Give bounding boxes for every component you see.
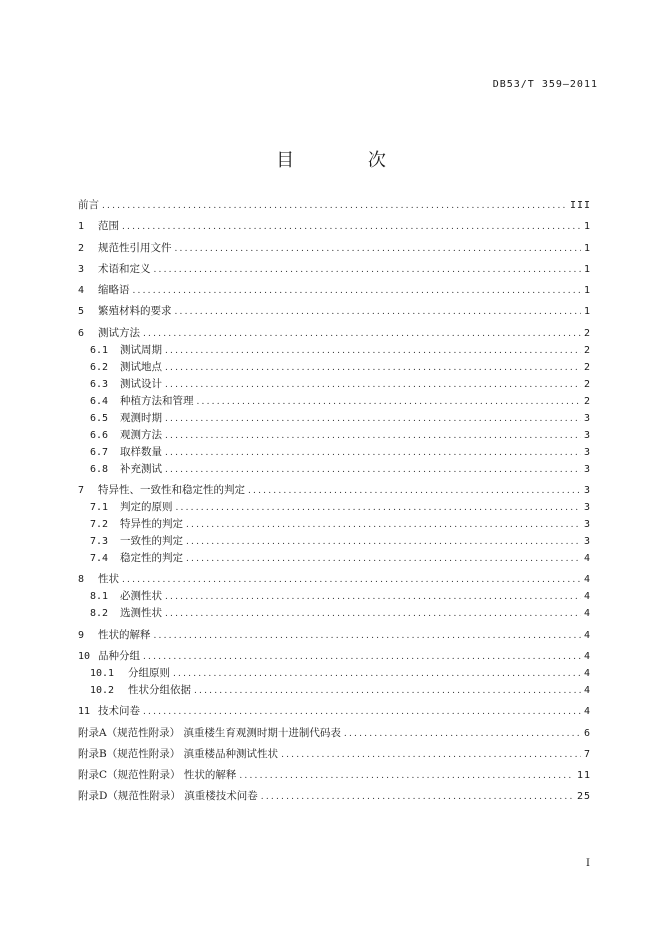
toc-entry-label: 分组原则 — [128, 666, 170, 679]
toc-entry-label: 品种分组 — [98, 649, 140, 662]
toc-entry-number: 6 — [78, 327, 85, 339]
toc-leader-dots — [154, 628, 581, 645]
toc-entry-label: 附录D（规范性附录） 滇重楼技术问卷 — [78, 790, 258, 803]
toc-entry-page: 1 — [583, 306, 591, 318]
toc-entry-number: 8.1 — [90, 591, 109, 603]
toc-leader-dots — [165, 462, 581, 479]
toc-entry[interactable] — [78, 393, 591, 410]
table-of-contents — [78, 197, 591, 805]
toc-entry-label: 附录C（规范性附录） 性状的解释 — [78, 769, 237, 782]
toc-entry-number: 10 — [78, 650, 91, 662]
toc-entry-label: 附录A（规范性附录） 滇重楼生育观测时期十进制代码表 — [78, 726, 341, 739]
toc-entry-label: 观测方法 — [120, 428, 162, 441]
toc-leader-dots — [175, 304, 581, 321]
toc-entry-page: 2 — [583, 378, 591, 390]
toc-entry-label: 测试方法 — [98, 326, 140, 339]
toc-leader-dots — [175, 241, 581, 258]
toc-entry-number: 1 — [78, 221, 85, 233]
toc-entry-number: 10.2 — [90, 684, 115, 696]
toc-entry[interactable] — [78, 197, 591, 214]
toc-entry-page: 4 — [583, 574, 591, 586]
toc-entry[interactable] — [78, 461, 591, 478]
toc-entry-page: 4 — [583, 667, 591, 679]
toc-entry-number: 7.4 — [90, 553, 109, 565]
toc-entry-number: 6.7 — [90, 446, 109, 458]
toc-entry-page: 4 — [583, 608, 591, 620]
toc-leader-dots — [194, 683, 581, 700]
toc-leader-dots — [165, 360, 581, 377]
toc-entry-number: 3 — [78, 263, 85, 275]
toc-entry-page: 1 — [583, 221, 591, 233]
toc-entry[interactable] — [78, 427, 591, 444]
toc-entry[interactable] — [78, 499, 591, 516]
toc-entry-page: 4 — [583, 650, 591, 662]
toc-entry-number: 9 — [78, 629, 85, 641]
toc-entry[interactable] — [78, 703, 591, 720]
toc-leader-dots — [239, 768, 574, 785]
toc-entry[interactable] — [78, 767, 591, 784]
toc-entry-page: 3 — [583, 446, 591, 458]
toc-entry-label: 性状分组依据 — [128, 683, 191, 696]
toc-entry[interactable] — [78, 282, 591, 299]
toc-entry-number: 6.5 — [90, 412, 109, 424]
toc-leader-dots — [176, 500, 581, 517]
toc-leader-dots — [165, 377, 581, 394]
toc-leader-dots — [186, 551, 581, 568]
toc-leader-dots — [165, 445, 581, 462]
toc-entry-page: 4 — [583, 629, 591, 641]
toc-entry-number: 11 — [78, 706, 91, 718]
toc-entry-label: 选测性状 — [120, 607, 162, 620]
toc-entry-number: 7 — [78, 485, 85, 497]
toc-entry-label: 技术问卷 — [98, 705, 140, 718]
toc-leader-dots — [122, 572, 581, 589]
toc-entry[interactable] — [78, 218, 591, 235]
toc-entry-page: 11 — [576, 770, 591, 782]
toc-entry-number: 7.3 — [90, 536, 109, 548]
toc-entry-page: 2 — [583, 344, 591, 356]
toc-entry-page: 4 — [583, 684, 591, 696]
toc-entry-page: 1 — [583, 242, 591, 254]
toc-leader-dots — [344, 726, 581, 743]
toc-entry[interactable] — [78, 605, 591, 622]
toc-entry-page: 3 — [583, 412, 591, 424]
toc-leader-dots — [165, 606, 581, 623]
toc-entry-number: 6.2 — [90, 361, 109, 373]
toc-leader-dots — [143, 704, 581, 721]
toc-entry-label: 一致性的判定 — [120, 535, 183, 548]
toc-entry-page: 3 — [583, 519, 591, 531]
toc-entry-page: 4 — [583, 706, 591, 718]
toc-entry[interactable] — [78, 359, 591, 376]
toc-entry-label: 必测性状 — [120, 590, 162, 603]
toc-entry-label: 附录B（规范性附录） 滇重楼品种测试性状 — [78, 747, 279, 760]
page-title: 目 次 — [276, 150, 420, 171]
toc-leader-dots — [143, 326, 581, 343]
toc-entry-label: 前言 — [78, 199, 99, 211]
toc-entry-label: 繁殖材料的要求 — [98, 305, 172, 318]
toc-entry[interactable] — [78, 725, 591, 742]
toc-entry-label: 范围 — [98, 220, 119, 233]
toc-leader-dots — [154, 262, 581, 279]
toc-entry-label: 取样数量 — [120, 445, 162, 458]
toc-entry-label: 特异性、一致性和稳定性的判定 — [98, 484, 245, 497]
toc-entry[interactable] — [78, 648, 591, 665]
toc-entry-page: 4 — [583, 591, 591, 603]
toc-entry[interactable] — [78, 444, 591, 461]
toc-entry[interactable] — [78, 482, 591, 499]
toc-entry-label: 稳定性的判定 — [120, 552, 183, 565]
toc-entry[interactable] — [78, 550, 591, 567]
toc-entry-page: 6 — [583, 727, 591, 739]
toc-leader-dots — [186, 534, 581, 551]
toc-entry-number: 4 — [78, 285, 85, 297]
toc-entry[interactable] — [78, 303, 591, 320]
toc-entry-number: 6.3 — [90, 378, 109, 390]
toc-entry-page: III — [569, 200, 591, 211]
toc-entry-number: 2 — [78, 242, 85, 254]
toc-entry-label: 观测时期 — [120, 411, 162, 424]
page-number: I — [586, 858, 590, 869]
toc-entry-number: 6.6 — [90, 429, 109, 441]
toc-leader-dots — [133, 283, 581, 300]
toc-entry[interactable] — [78, 588, 591, 605]
toc-entry-page: 2 — [583, 395, 591, 407]
toc-leader-dots — [102, 198, 567, 215]
toc-entry-page: 3 — [583, 429, 591, 441]
toc-entry-page: 2 — [583, 361, 591, 373]
toc-entry-page: 1 — [583, 263, 591, 275]
toc-entry-label: 种植方法和管理 — [120, 394, 194, 407]
toc-entry[interactable] — [78, 533, 591, 550]
toc-entry-label: 测试设计 — [120, 377, 162, 390]
toc-leader-dots — [197, 394, 581, 411]
toc-entry[interactable] — [78, 788, 591, 805]
toc-entry[interactable] — [78, 342, 591, 359]
toc-entry-label: 补充测试 — [120, 462, 162, 475]
toc-entry-number: 7.2 — [90, 519, 109, 531]
toc-entry-number: 5 — [78, 306, 85, 318]
toc-entry-number: 8.2 — [90, 608, 109, 620]
toc-entry[interactable] — [78, 325, 591, 342]
toc-entry-page: 1 — [583, 285, 591, 297]
toc-leader-dots — [122, 219, 581, 236]
toc-leader-dots — [248, 483, 581, 500]
toc-entry[interactable] — [78, 261, 591, 278]
toc-entry-page: 7 — [583, 748, 591, 760]
toc-leader-dots — [165, 343, 581, 360]
toc-entry[interactable] — [78, 410, 591, 427]
toc-entry-label: 判定的原则 — [120, 501, 173, 514]
toc-entry-label: 性状的解释 — [98, 628, 151, 641]
toc-entry[interactable] — [78, 571, 591, 588]
toc-leader-dots — [143, 649, 581, 666]
toc-entry-number: 6.1 — [90, 344, 109, 356]
toc-entry-number: 10.1 — [90, 667, 115, 679]
toc-entry-page: 3 — [583, 485, 591, 497]
toc-entry-page: 4 — [583, 553, 591, 565]
toc-leader-dots — [165, 589, 581, 606]
toc-entry[interactable] — [78, 682, 591, 699]
toc-entry[interactable] — [78, 516, 591, 533]
toc-entry-label: 性状 — [98, 573, 119, 586]
toc-entry-page: 2 — [583, 327, 591, 339]
toc-entry-number: 8 — [78, 574, 85, 586]
toc-entry-page: 3 — [583, 502, 591, 514]
toc-entry-label: 缩略语 — [98, 284, 130, 297]
toc-leader-dots — [165, 428, 581, 445]
toc-entry[interactable] — [78, 665, 591, 682]
toc-leader-dots — [165, 411, 581, 428]
toc-entry[interactable] — [78, 627, 591, 644]
toc-entry-number: 6.8 — [90, 463, 109, 475]
toc-entry-label: 规范性引用文件 — [98, 241, 172, 254]
toc-entry-page: 25 — [576, 791, 591, 803]
toc-leader-dots — [281, 747, 581, 764]
toc-leader-dots — [173, 666, 581, 683]
toc-entry[interactable] — [78, 240, 591, 257]
toc-entry-number: 6.4 — [90, 395, 109, 407]
toc-entry-page: 3 — [583, 463, 591, 475]
toc-entry-number: 7.1 — [90, 502, 109, 514]
toc-entry-label: 测试周期 — [120, 343, 162, 356]
toc-entry-label: 术语和定义 — [98, 262, 151, 275]
toc-leader-dots — [261, 789, 574, 806]
toc-entry-label: 测试地点 — [120, 360, 162, 373]
toc-entry[interactable] — [78, 746, 591, 763]
toc-entry[interactable] — [78, 376, 591, 393]
toc-entry-label: 特异性的判定 — [120, 518, 183, 531]
toc-leader-dots — [186, 517, 581, 534]
toc-entry-page: 3 — [583, 536, 591, 548]
standard-code: DB53/T 359—2011 — [492, 79, 598, 90]
